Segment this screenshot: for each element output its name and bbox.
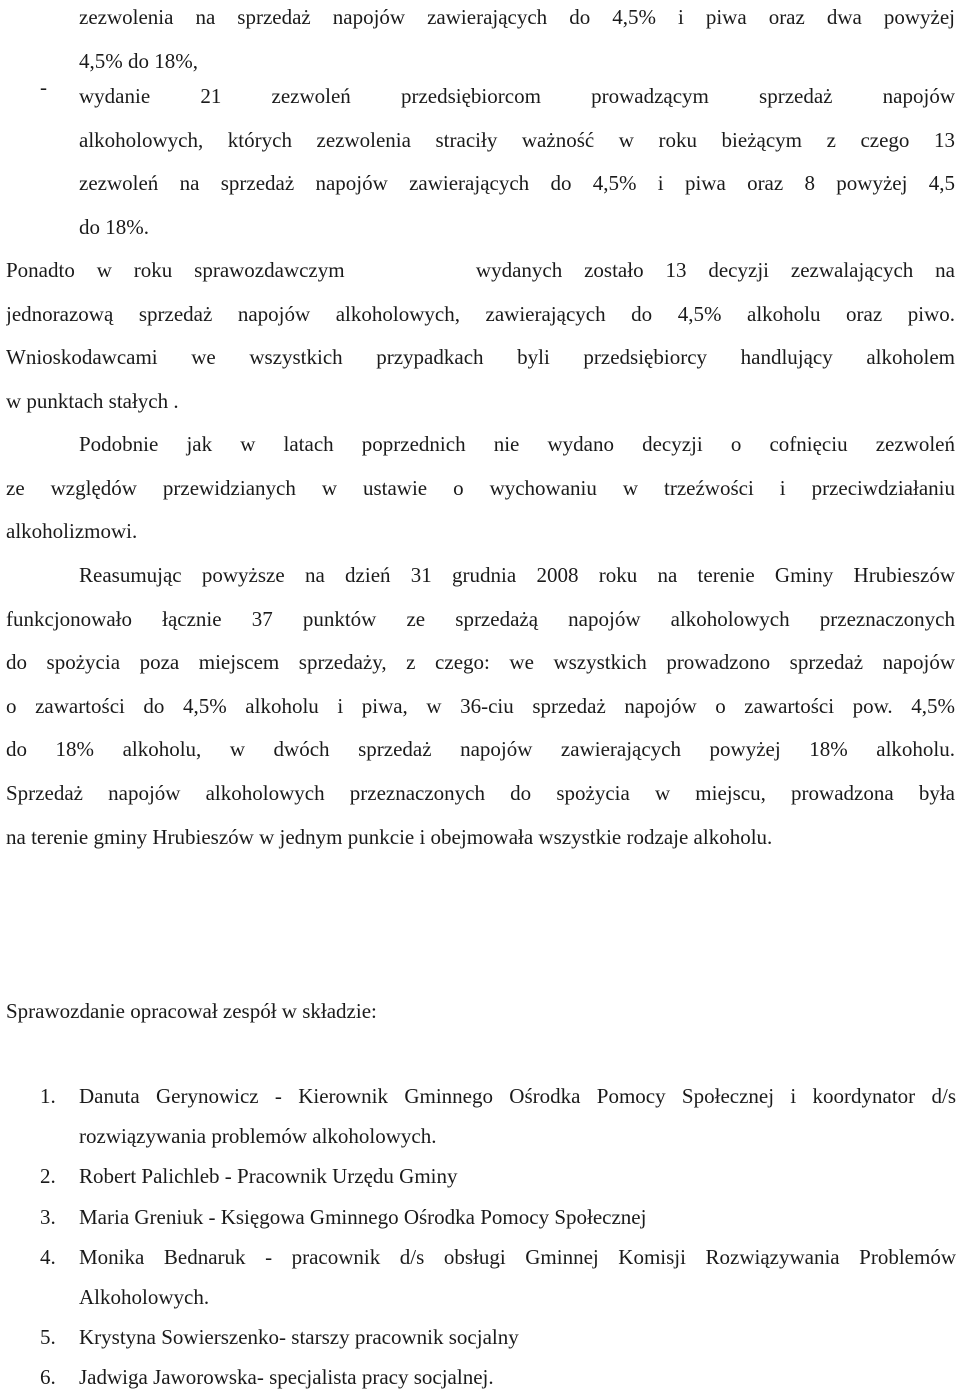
text-line: Krystyna Sowierszenko- starszy pracownik socjalny	[79, 1325, 519, 1350]
text-line: o zawartości do 4,5% alkoholu i piwa, w 36-ciu sprzedaż napojów o zawartości pow. 4,5%	[6, 693, 955, 718]
text-line: 4,5% do 18%,	[79, 48, 198, 73]
text-line: zezwoleń na sprzedaż napojów zawierających do 4,5% i piwa oraz 8 powyżej 4,5	[79, 171, 955, 196]
list-number: 3.	[40, 1204, 56, 1229]
list-number: 2.	[40, 1164, 56, 1189]
list-number: 1.	[40, 1084, 56, 1108]
list-item	[40, 1076, 956, 1156]
list-item	[40, 1237, 956, 1317]
text-line: Alkoholowych.	[79, 1284, 210, 1309]
text-line: jednorazową sprzedaż napojów alkoholowych, zawierających do 4,5% alkoholu oraz piwo.	[6, 301, 955, 326]
text-line: Ponadto w roku sprawozdawczym wydanych zostało 13 decyzji zezwalających na	[6, 258, 955, 282]
text-line: do 18%.	[79, 214, 149, 239]
dash-list-item	[6, 75, 955, 249]
text-line: Wnioskodawcami we wszystkich przypadkach byli przedsiębiorcy handlujący alkoholem	[6, 345, 955, 370]
text-line: Jadwiga Jaworowska- specjalista pracy socjalnej.	[79, 1365, 494, 1390]
text-line: Maria Greniuk - Księgowa Gminnego Ośrodka Pomocy Społecznej	[79, 1204, 647, 1229]
team-heading: Sprawozdanie opracował zespół w składzie:	[6, 999, 377, 1023]
list-item	[40, 1357, 956, 1397]
text-line: na terenie gminy Hrubieszów w jednym punkcie i obejmowała wszystkie rodzaje alkoholu.	[6, 824, 773, 849]
text-line: Sprzedaż napojów alkoholowych przeznaczonych do spożycia w miejscu, prowadzona była	[6, 780, 955, 805]
text-line: zezwolenia na sprzedaż napojów zawierających do 4,5% i piwa oraz dwa powyżej	[79, 5, 955, 29]
list-item	[40, 1156, 956, 1196]
dash-bullet: -	[40, 75, 47, 99]
text-line: funkcjonowało łącznie 37 punktów ze sprzedażą napojów alkoholowych przeznaczonych	[6, 606, 955, 631]
text-line: alkoholowych, których zezwolenia straciły ważność w roku bieżącym z czego 13	[79, 127, 955, 152]
text-line: ze względów przewidzianych w ustawie o wychowaniu w trzeźwości i przeciwdziałaniu	[6, 475, 955, 500]
list-number: 5.	[40, 1325, 56, 1350]
text-line: Robert Palichleb - Pracownik Urzędu Gminy	[79, 1164, 458, 1189]
text-line: Danuta Gerynowicz - Kierownik Gminnego Ośrodka Pomocy Społecznej i koordynator d/s	[79, 1084, 956, 1108]
text-line: Reasumując powyższe na dzień 31 grudnia 2008 roku na terenie Gminy Hrubieszów	[79, 563, 955, 587]
text-line: do 18% alkoholu, w dwóch sprzedaż napojów zawierających powyżej 18% alkoholu.	[6, 737, 955, 762]
team-list	[40, 1076, 956, 1398]
list-item	[40, 1317, 956, 1357]
text-line: do spożycia poza miejscem sprzedaży, z czego: we wszystkich prowadzono sprzedaż napojów	[6, 650, 955, 675]
text-line: w punktach stałych .	[6, 388, 179, 413]
text-line: rozwiązywania problemów alkoholowych.	[79, 1124, 437, 1149]
text-line: Monika Bednaruk - pracownik d/s obsługi Gminnej Komisji Rozwiązywania Problemów	[79, 1244, 956, 1269]
list-number: 4.	[40, 1244, 56, 1269]
paragraph-revocations	[6, 423, 955, 554]
dash-item-continuation	[6, 0, 955, 83]
paragraph-decisions	[6, 249, 955, 423]
text-line: alkoholizmowi.	[6, 519, 138, 544]
paragraph-summary	[6, 554, 955, 859]
list-item	[40, 1197, 956, 1237]
list-number: 6.	[40, 1365, 56, 1390]
text-line: wydanie 21 zezwoleń przedsiębiorcom prowadzącym sprzedaż napojów	[79, 84, 955, 108]
text-line: Podobnie jak w latach poprzednich nie wydano decyzji o cofnięciu zezwoleń	[79, 432, 955, 456]
